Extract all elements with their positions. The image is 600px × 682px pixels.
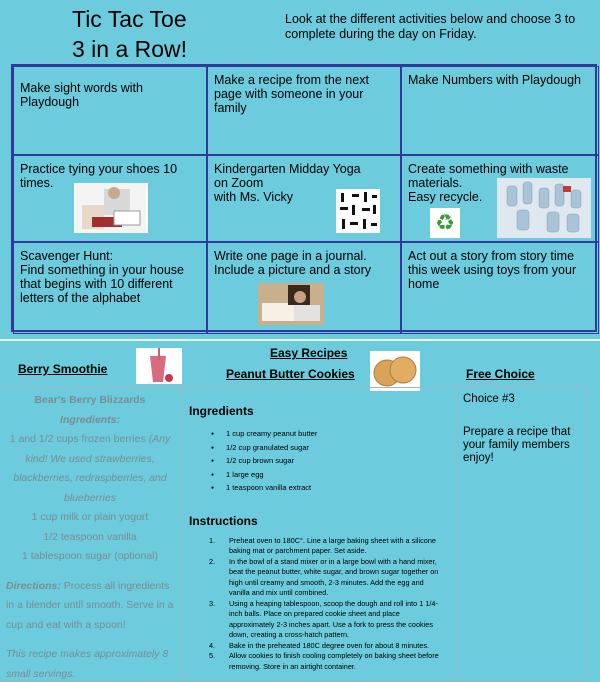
smoothie-yield: This recipe makes approximately 8 small servings. bbox=[6, 648, 169, 680]
list-item: ● 1/2 cup brown sugar bbox=[211, 455, 456, 469]
cell-act-story: Act out a story from story time this week using toys from your home bbox=[401, 242, 599, 334]
choice-text: Prepare a recipe that your family members enjoy! bbox=[463, 426, 571, 464]
list-item: ● 1 large egg bbox=[211, 469, 456, 483]
smoothie-ingredient-1: 1 and 1/2 cups frozen berries (Any kind! We used strawberries, blackberries, redraspberries, and blueberries bbox=[9, 433, 171, 504]
tic-tac-toe-grid bbox=[11, 64, 597, 332]
cookies-ingredients-heading: Ingredients bbox=[189, 404, 254, 418]
list-item: 3. Using a heaping tablespoon, scoop the dough and roll into 1 1/4-inch balls. Place on prepared cookie sheet and place approximately 2-3 inches apart. Use a fork to press the cookies down, creating a cross-hatch pattern. bbox=[209, 598, 438, 639]
cell-tie-shoes: Practice tying your shoes 10 times. bbox=[13, 155, 207, 242]
easy-recipes-heading: Easy Recipes bbox=[270, 346, 348, 360]
cell-sight-words: Make sight words with Playdough bbox=[13, 66, 207, 155]
cell-numbers: Make Numbers with Playdough bbox=[401, 66, 599, 155]
list-item: ● 1 teaspoon vanilla extract bbox=[211, 482, 456, 496]
cell-yoga: Kindergarten Midday Yoga on Zoom with Ms. Vicky bbox=[207, 155, 401, 242]
list-item: 1. Preheat oven to 180C°. Line a large baking sheet with a silicone baking mat or parchment paper. Set aside. bbox=[209, 535, 436, 555]
cookies-instructions-heading: Instructions bbox=[189, 513, 258, 528]
smoothie-ingredient-3: 1/2 teaspoon vanilla bbox=[43, 530, 137, 543]
cell-journal: Write one page in a journal. Include a picture and a story bbox=[207, 242, 401, 334]
berry-smoothie-heading: Berry Smoothie bbox=[18, 362, 108, 376]
cell-recycle: Create something with waste materials. Easy recycle. ♻ bbox=[401, 155, 599, 242]
smoothie-ingredient-4: 1 tablespoon sugar (optional) bbox=[21, 550, 158, 562]
cookies-recipe bbox=[181, 387, 456, 682]
list-item: ● 1 cup creamy peanut butter bbox=[211, 428, 456, 442]
smoothie-title: Bear's Berry Blizzards bbox=[34, 394, 146, 406]
smoothie-recipe bbox=[0, 387, 181, 682]
smoothie-directions: Directions: Process all ingredients in a blender until smooth. Serve in a cup and eat with a spoon! bbox=[6, 579, 174, 631]
free-choice-box bbox=[456, 387, 587, 682]
choice-label: Choice #3 bbox=[463, 393, 515, 405]
smoothie-ingredient-2: 1 cup milk or plain yogurt bbox=[31, 511, 149, 523]
title-line-1: Tic Tac Toe bbox=[72, 6, 187, 32]
peanut-butter-cookies-heading: Peanut Butter Cookies bbox=[226, 367, 355, 381]
page-title bbox=[72, 4, 187, 64]
list-item: ● 1/2 cup granulated sugar bbox=[211, 442, 456, 456]
list-item: 5. Allow cookies to finish cooling completely on baking sheet before removing. Store in an airtight container. bbox=[209, 651, 439, 671]
cookies-ingredients-list bbox=[211, 428, 456, 496]
title-line-2: 3 in a Row! bbox=[72, 36, 188, 62]
free-choice-heading: Free Choice bbox=[466, 367, 535, 381]
cookies-steps-list bbox=[209, 536, 456, 673]
list-item: 2. In the bowl of a stand mixer or in a large bowl with a hand mixer, beat the peanut butter, white sugar, and brown sugar together on high until creamy and smooth, 2-3 minutes. Add the egg and vanilla and mix until combined. bbox=[209, 556, 439, 597]
list-item: 4. Bake in the preheated 180C degree oven for about 8 minutes. bbox=[209, 640, 429, 650]
recycle-icon: ♻ bbox=[430, 208, 460, 238]
smoothie-image bbox=[136, 348, 182, 384]
cell-recipe: Make a recipe from the next page with someone in your family bbox=[207, 66, 401, 155]
smoothie-ingredients-label: Ingredients: bbox=[59, 413, 121, 426]
shoe-tying-image bbox=[74, 183, 148, 233]
yoga-poses-image bbox=[336, 189, 380, 233]
cell-scavenger-hunt: Scavenger Hunt: Find something in your house that begins with 10 different letters of the alphabet bbox=[13, 242, 207, 334]
instructions-text: Look at the different activities below and choose 3 to complete during the day on Friday. bbox=[285, 12, 576, 41]
journal-writing-image bbox=[258, 283, 324, 325]
section-divider bbox=[0, 339, 600, 341]
recycling-image bbox=[497, 178, 591, 238]
cookies-image bbox=[370, 351, 420, 391]
